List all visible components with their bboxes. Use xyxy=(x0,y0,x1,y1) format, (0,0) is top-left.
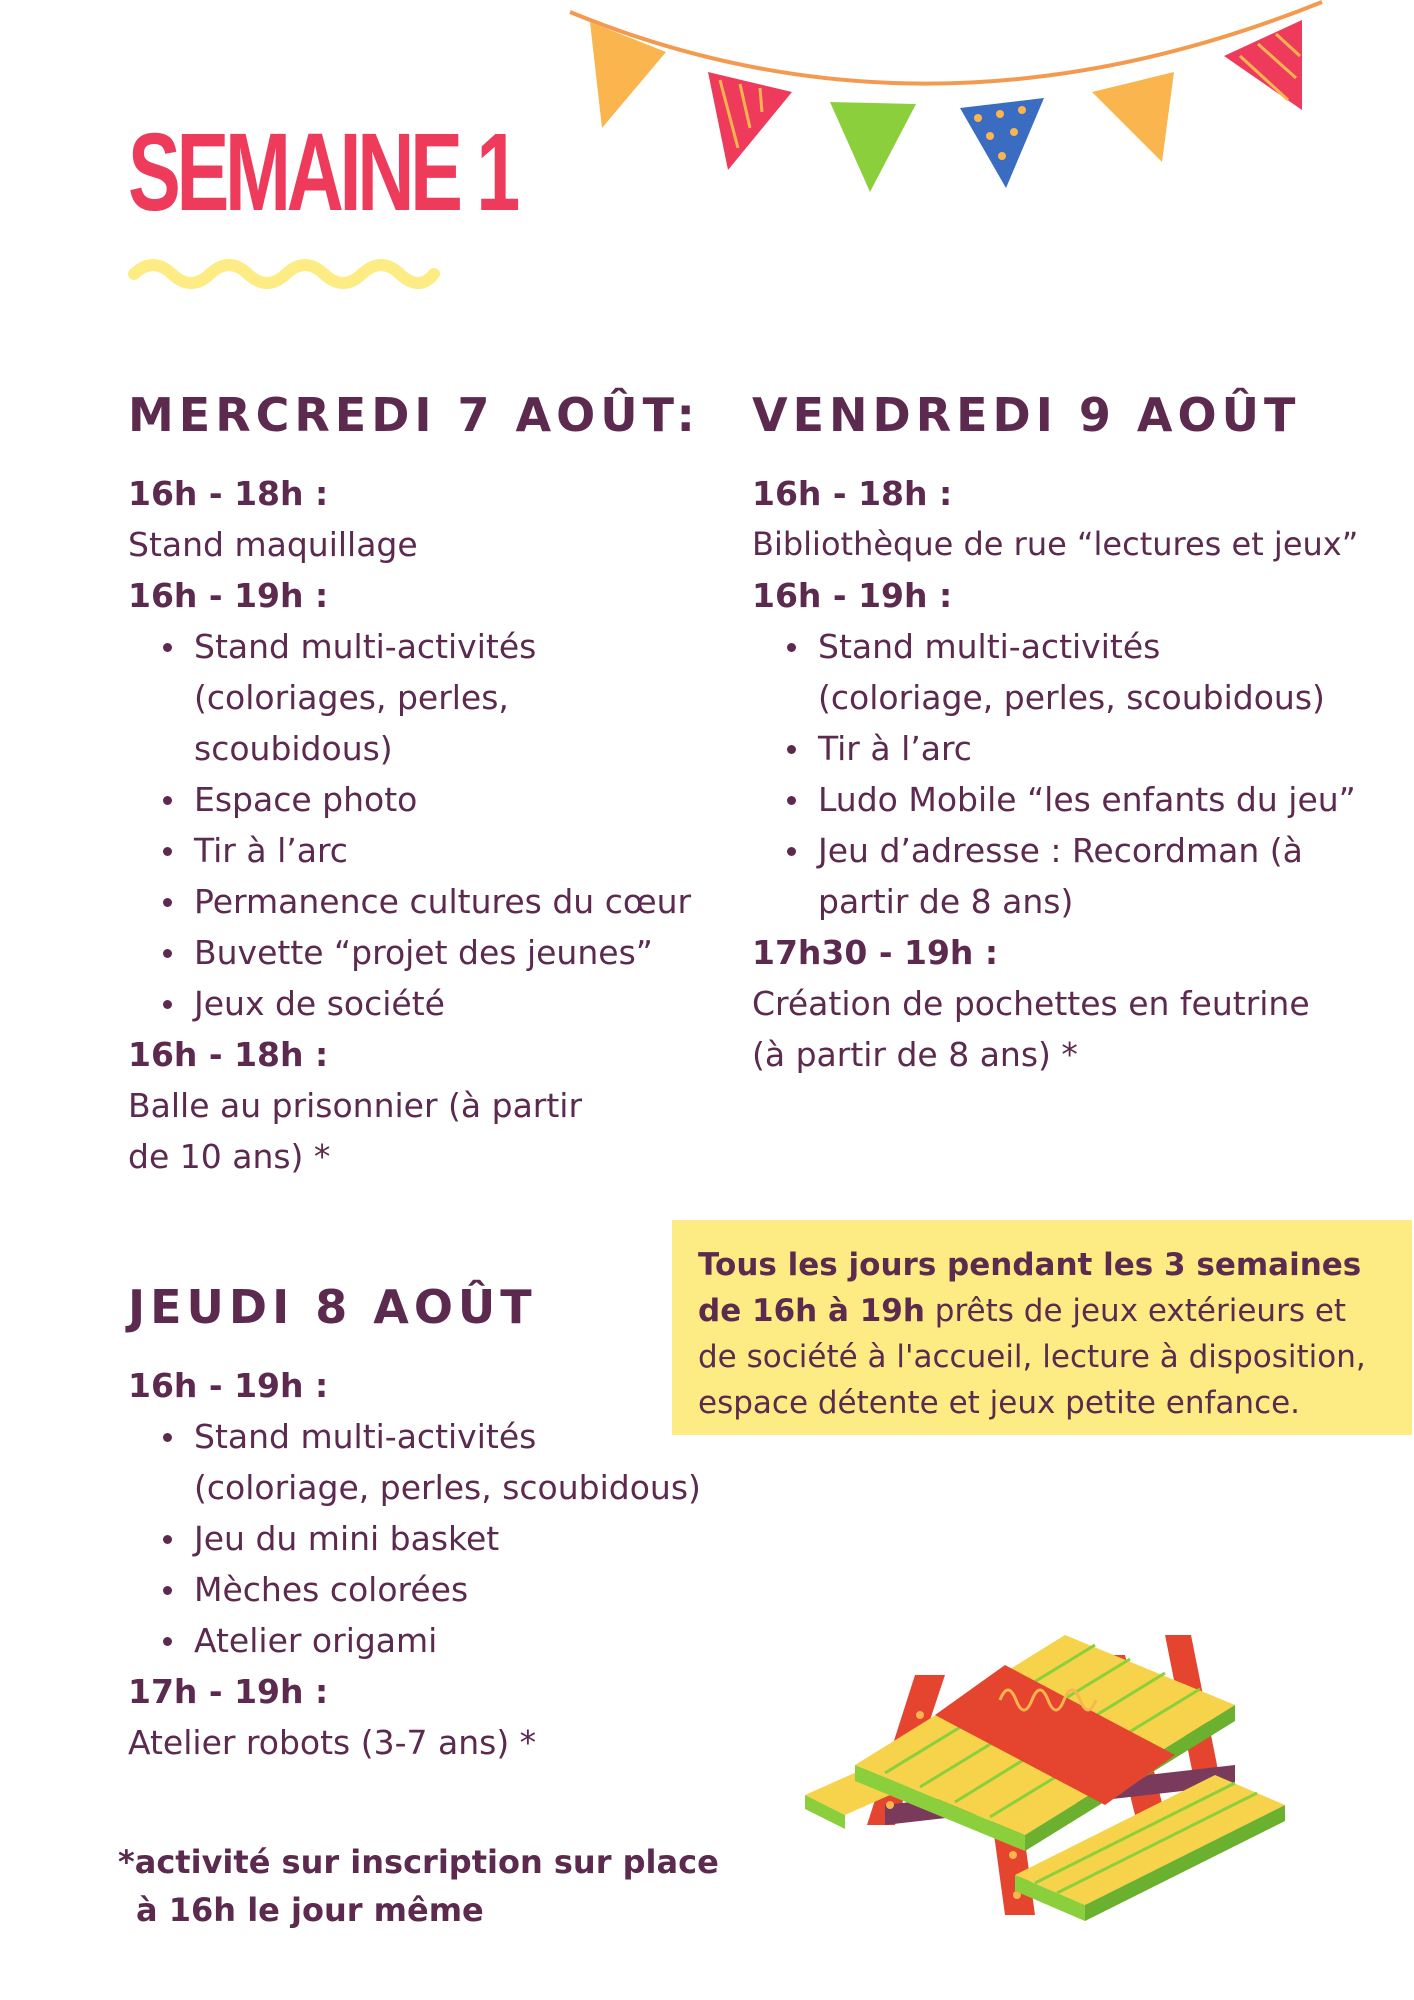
footnote-line: à 16h le jour même xyxy=(136,1891,484,1929)
activity-text: Bibliothèque de rue “lectures et jeux” xyxy=(752,525,1359,563)
list-item: Tir à l’arc xyxy=(194,825,624,876)
activity-text: Création de pochettes en feutrine (à partir de 8 ans) * xyxy=(752,984,1310,1074)
activity-text: Balle au prisonnier (à partir de 10 ans) * xyxy=(128,1086,583,1176)
day-heading-wednesday: MERCREDI 7 AOÛT: xyxy=(128,388,700,442)
activity-text: Stand maquillage xyxy=(128,525,418,564)
list-item: Atelier origami xyxy=(194,1615,754,1666)
list-item: Stand multi-activités (coloriages, perles, scoubidous) xyxy=(194,621,624,774)
activity-list xyxy=(752,621,1378,927)
footnote-line: *activité sur inscription sur place xyxy=(118,1843,719,1881)
list-item: Buvette “projet des jeunes” xyxy=(194,927,624,978)
list-item: Ludo Mobile “les enfants du jeu” xyxy=(818,774,1378,825)
list-item: Tir à l’arc xyxy=(818,723,1378,774)
info-text-bold: Tous les jours pendant les 3 semaines de 16h à 19h xyxy=(698,1247,1362,1329)
list-item: Stand multi-activités (coloriage, perles, scoubidous) xyxy=(194,1411,714,1513)
info-box xyxy=(672,1220,1412,1435)
list-item: Espace photo xyxy=(194,774,624,825)
wednesday-section xyxy=(128,388,728,1182)
time-slot: 16h - 18h : xyxy=(128,474,329,513)
time-slot: 16h - 18h : xyxy=(128,1035,329,1074)
friday-section xyxy=(752,388,1392,1080)
list-item: Jeu d’adresse : Recordman (à partir de 8 ans) xyxy=(818,825,1318,927)
bunting-flags-icon xyxy=(560,0,1340,200)
time-slot: 17h - 19h : xyxy=(128,1672,329,1711)
list-item: Jeux de société xyxy=(194,978,624,1029)
activity-list xyxy=(128,621,692,1029)
time-slot: 16h - 18h : xyxy=(752,474,953,513)
list-item: Mèches colorées xyxy=(194,1564,754,1615)
wavy-line-icon xyxy=(128,252,440,296)
time-slot: 16h - 19h : xyxy=(752,576,953,615)
picnic-table-icon xyxy=(795,1515,1315,1935)
list-item: Jeu du mini basket xyxy=(194,1513,754,1564)
time-slot: 16h - 19h : xyxy=(128,576,329,615)
activity-list xyxy=(128,1411,754,1666)
activity-text: Atelier robots (3-7 ans) * xyxy=(128,1723,537,1762)
info-text xyxy=(698,1242,1386,1426)
list-item: Permanence cultures du cœur xyxy=(194,876,624,927)
thursday-section xyxy=(128,1280,728,1768)
time-slot: 17h30 - 19h : xyxy=(752,933,999,972)
day-heading-friday: VENDREDI 9 AOÛT xyxy=(752,388,1301,442)
day-heading-thursday: JEUDI 8 AOÛT xyxy=(128,1280,537,1334)
time-slot: 16h - 19h : xyxy=(128,1366,329,1405)
page-title: SEMAINE 1 xyxy=(128,111,517,234)
info-text-rest: prêts de jeux extérieurs et de société à l'accueil, lecture à disposition, espace détente et jeux petite enfance. xyxy=(698,1293,1366,1421)
footnote xyxy=(118,1838,719,1934)
list-item: Stand multi-activités (coloriage, perles, scoubidous) xyxy=(818,621,1338,723)
